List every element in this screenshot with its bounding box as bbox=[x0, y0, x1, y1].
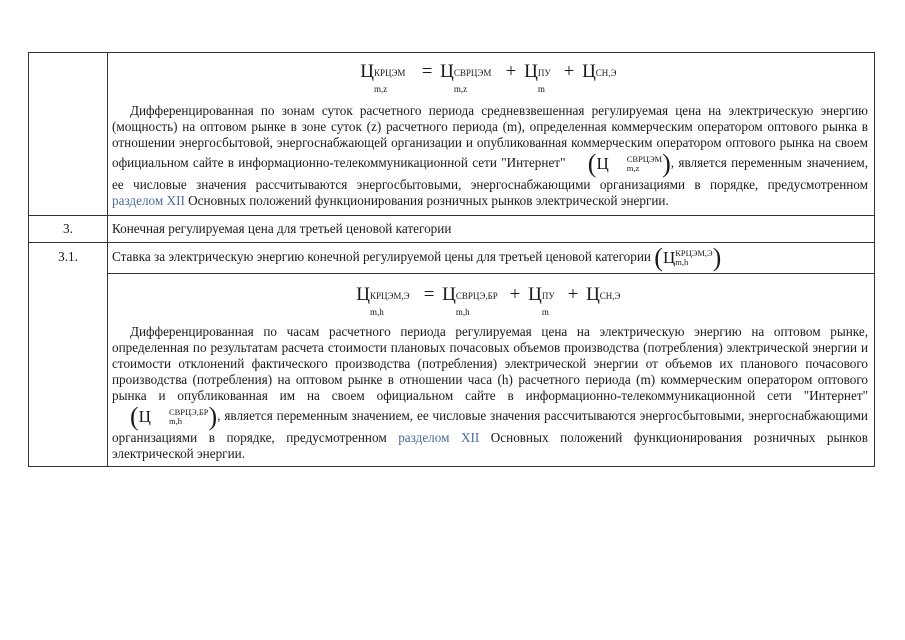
paren-close: ) bbox=[712, 243, 722, 272]
formula-sup: СВРЦЭ,БР bbox=[455, 291, 498, 301]
formula-sup: СВРЦЭ,БР bbox=[168, 407, 209, 417]
section-title bbox=[108, 243, 874, 273]
row-section-1-formula bbox=[29, 53, 875, 216]
paragraph-definition-3-1 bbox=[108, 324, 874, 462]
inline-formula-krcem-e bbox=[654, 245, 721, 271]
content-cell bbox=[108, 274, 875, 467]
paragraph-definition-1 bbox=[108, 103, 874, 209]
formula-sup: КРЦЭМ,Э bbox=[369, 291, 410, 301]
section-title-text: Ставка за электрическую энергию конечной регулируемой цены для третьей ценовой категории bbox=[112, 249, 651, 265]
formula-sub: m bbox=[541, 307, 549, 317]
row-section-3-1-formula bbox=[29, 274, 875, 467]
row-section-3 bbox=[29, 216, 875, 243]
formula-sup: СВРЦЭМ bbox=[626, 154, 663, 164]
inline-formula-svrcem bbox=[570, 151, 671, 177]
formula-krcem-e bbox=[108, 282, 874, 317]
formula-base: Ц bbox=[662, 248, 676, 267]
empty-number-cell bbox=[29, 53, 108, 216]
content-cell bbox=[108, 216, 875, 243]
formula-sup: СН,Э bbox=[599, 291, 621, 301]
formula-base: Ц bbox=[356, 284, 370, 305]
paren-open: ( bbox=[654, 243, 663, 272]
formula-base: Ц bbox=[528, 284, 542, 305]
paren-open: ( bbox=[130, 402, 139, 431]
paragraph-text: Основных положений функционирования розничных рынков электрической энергии. bbox=[188, 193, 669, 208]
formula-sub: m,z bbox=[373, 84, 388, 94]
regulation-table bbox=[28, 52, 875, 467]
formula-krcem bbox=[108, 59, 874, 94]
formula-sup: ПУ bbox=[537, 68, 551, 78]
formula-base: Ц bbox=[596, 154, 609, 173]
content-cell bbox=[108, 53, 875, 216]
formula-sub: m,h bbox=[168, 416, 182, 426]
formula-sub: m,z bbox=[453, 84, 468, 94]
content-cell bbox=[108, 243, 875, 274]
formula-sup: КРЦЭМ bbox=[373, 68, 406, 78]
row-number: 3.1. bbox=[58, 249, 78, 264]
number-cell bbox=[29, 243, 108, 467]
plus-sign: + bbox=[567, 284, 579, 305]
formula-base: Ц bbox=[442, 284, 456, 305]
plus-sign: + bbox=[509, 284, 521, 305]
formula-sub: m bbox=[537, 84, 545, 94]
link-section-xii[interactable]: разделом XII bbox=[112, 193, 185, 208]
formula-base: Ц bbox=[586, 284, 600, 305]
paragraph-text: Дифференцированная по часам расчетного периода регулируемая цена на электрическую энергию на оптовом рынке, определенная по результатам расчета стоимости плановых почасовых объемов производства (потребления) электрической энергии и стоимости отклонений фактического производства (потребления) электрической энергии от объемов их планового почасового производства (потребления) на оптовом рынке в отношении часа (h) расчетного периода (m) коммерческим оператором оптового рынка и опубликованная им на своем официальном сайте в информационно-телекоммуникационной сети "Интернет" bbox=[112, 324, 868, 403]
paragraph-text: Дифференцированная по зонам суток расчетного периода средневзвешенная регулируемая цена на электрическую энергию (мощность) на оптовом рынке в зоне суток (z) расчетного периода (m), определенная коммерческим оператором оптового рынка в отношении энергосбытовой, энергоснабжающей организации и опубликованная коммерческим оператором оптового рынка на своем официальном сайте в информационно-телекоммуникационной сети "Интернет" bbox=[112, 103, 868, 171]
row-number: 3. bbox=[63, 221, 73, 236]
formula-base: Ц bbox=[582, 61, 596, 82]
paragraph-text: Основных положений функционирования розничных рынков электрической энергии. bbox=[112, 430, 868, 461]
paren-close: ) bbox=[208, 402, 218, 431]
formula-sub: m,h bbox=[455, 307, 470, 317]
formula-sup: СН,Э bbox=[595, 68, 617, 78]
formula-sub: m,h bbox=[369, 307, 384, 317]
paragraph-text: , является переменным значением, ее числовые значения рассчитываются энергосбытовыми, энергоснабжающими организациями в порядке, предусмотренном bbox=[112, 408, 868, 445]
formula-base: Ц bbox=[360, 61, 374, 82]
formula-sub: m,h bbox=[675, 257, 689, 267]
paren-close: ) bbox=[662, 149, 671, 178]
equals-sign: = bbox=[421, 61, 433, 82]
formula-sup: КРЦЭМ,Э bbox=[675, 248, 713, 258]
paren-open: ( bbox=[587, 149, 597, 178]
number-cell bbox=[29, 216, 108, 243]
equals-sign: = bbox=[423, 284, 435, 305]
plus-sign: + bbox=[505, 61, 517, 82]
formula-base: Ц bbox=[138, 407, 151, 426]
formula-sup: СВРЦЭМ bbox=[453, 68, 492, 78]
section-title: Конечная регулируемая цена для третьей ценовой категории bbox=[112, 221, 452, 236]
formula-sub: m,z bbox=[626, 163, 640, 173]
paragraph-text: , является переменным значением, ее числовые значения рассчитываются энергосбытовыми, энергоснабжающими организациями в порядке, предусмотренном bbox=[112, 155, 869, 192]
formula-base: Ц bbox=[440, 61, 454, 82]
formula-sup: ПУ bbox=[541, 291, 555, 301]
formula-base: Ц bbox=[524, 61, 538, 82]
inline-formula-svrce-br bbox=[112, 404, 217, 430]
link-section-xii[interactable]: разделом XII bbox=[398, 430, 480, 445]
plus-sign: + bbox=[563, 61, 575, 82]
row-section-3-1-title bbox=[29, 243, 875, 274]
